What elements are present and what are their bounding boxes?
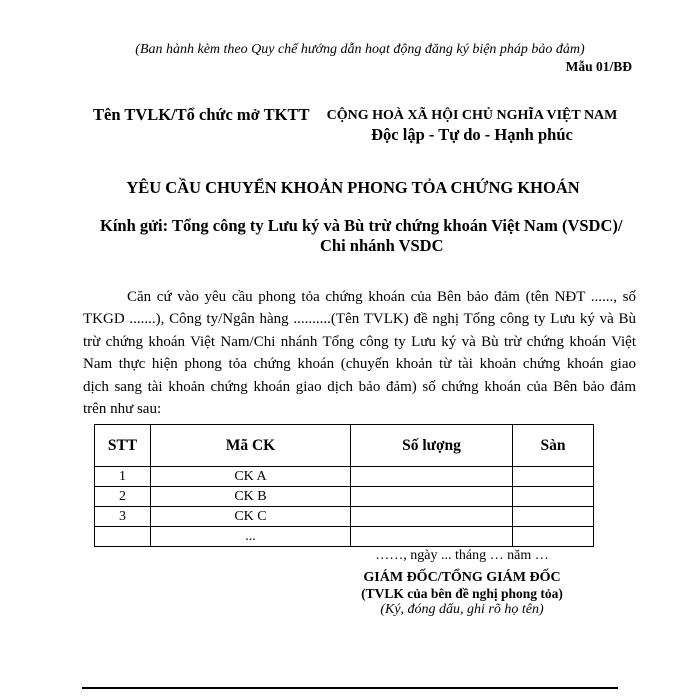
cell-stt: 1 [95,467,151,487]
cell-stt: 2 [95,487,151,507]
country-name: CỘNG HOÀ XÃ HỘI CHỦ NGHĨA VIỆT NAM [326,108,618,123]
paragraph-line: trên như sau: [83,400,162,417]
cell-quantity [351,487,513,507]
paragraph-line: Nam thực hiện phong tỏa chứng khoán (chuyển khoản từ tài khoản chứng khoán giao [83,356,636,373]
cell-exchange [513,487,594,507]
securities-table [94,424,594,547]
paragraph-line: TKGD .......), Công ty/Ngân hàng ..........(Tên TVLK) đề nghị Tổng công ty Lưu ký và Bù [83,311,636,328]
footnote-divider [82,687,618,689]
paragraph-line: Căn cứ vào yêu cầu phong tỏa chứng khoán của Bên bảo đảm (tên NĐT ......, số [127,289,636,305]
recipient-line-2: Chi nhánh VSDC [320,236,444,255]
cell-stock-code: ... [151,527,351,547]
issuer-label: Tên TVLK/Tổ chức mở TKTT [93,105,310,124]
cell-exchange [513,507,594,527]
form-code: Mẫu 01/BĐ [565,59,632,74]
signature-date-line: ……, ngày ... tháng … năm … [375,548,549,563]
cell-quantity [351,527,513,547]
header-exchange: Sàn [513,425,594,467]
paragraph-line: trừ chứng khoán Việt Nam/Chi nhánh Tổng công ty Lưu ký và Bù trừ chứng khoán Việt [83,333,636,350]
header-stt: STT [95,425,151,467]
cell-stt: 3 [95,507,151,527]
regulation-note: (Ban hành kèm theo Quy chế hướng dẫn hoạt động đăng ký biện pháp bảo đảm) [135,42,585,57]
header-quantity: Số lượng [351,425,513,467]
cell-stock-code: CK C [151,507,351,527]
cell-exchange [513,527,594,547]
cell-quantity [351,467,513,487]
recipient-line-1: Kính gửi: Tổng công ty Lưu ký và Bù trừ chứng khoán Việt Nam (VSDC)/ [100,216,623,235]
paragraph-line: dịch sang tài khoản chứng khoán giao dịch bảo đảm) số chứng khoán của Bên bảo đảm [83,378,636,395]
table-row [95,507,594,527]
cell-quantity [351,507,513,527]
table-row [95,487,594,507]
table-row [95,527,594,547]
cell-exchange [513,467,594,487]
national-header [322,107,622,144]
header-stock-code: Mã CK [151,425,351,467]
document-title: YÊU CẦU CHUYỂN KHOẢN PHONG TỎA CHỨNG KHOÁN [126,178,580,197]
national-motto: Độc lập - Tự do - Hạnh phúc [371,125,573,144]
request-paragraph [83,286,636,420]
cell-stt [95,527,151,547]
signatory-title: GIÁM ĐỐC/TỔNG GIÁM ĐỐC [363,570,561,585]
table-header-row [95,425,594,467]
cell-stock-code: CK B [151,487,351,507]
cell-stock-code: CK A [151,467,351,487]
signature-instruction: (Ký, đóng dấu, ghi rõ họ tên) [380,602,544,617]
signatory-subtitle: (TVLK của bên đề nghị phong tỏa) [361,586,563,601]
table-row [95,467,594,487]
